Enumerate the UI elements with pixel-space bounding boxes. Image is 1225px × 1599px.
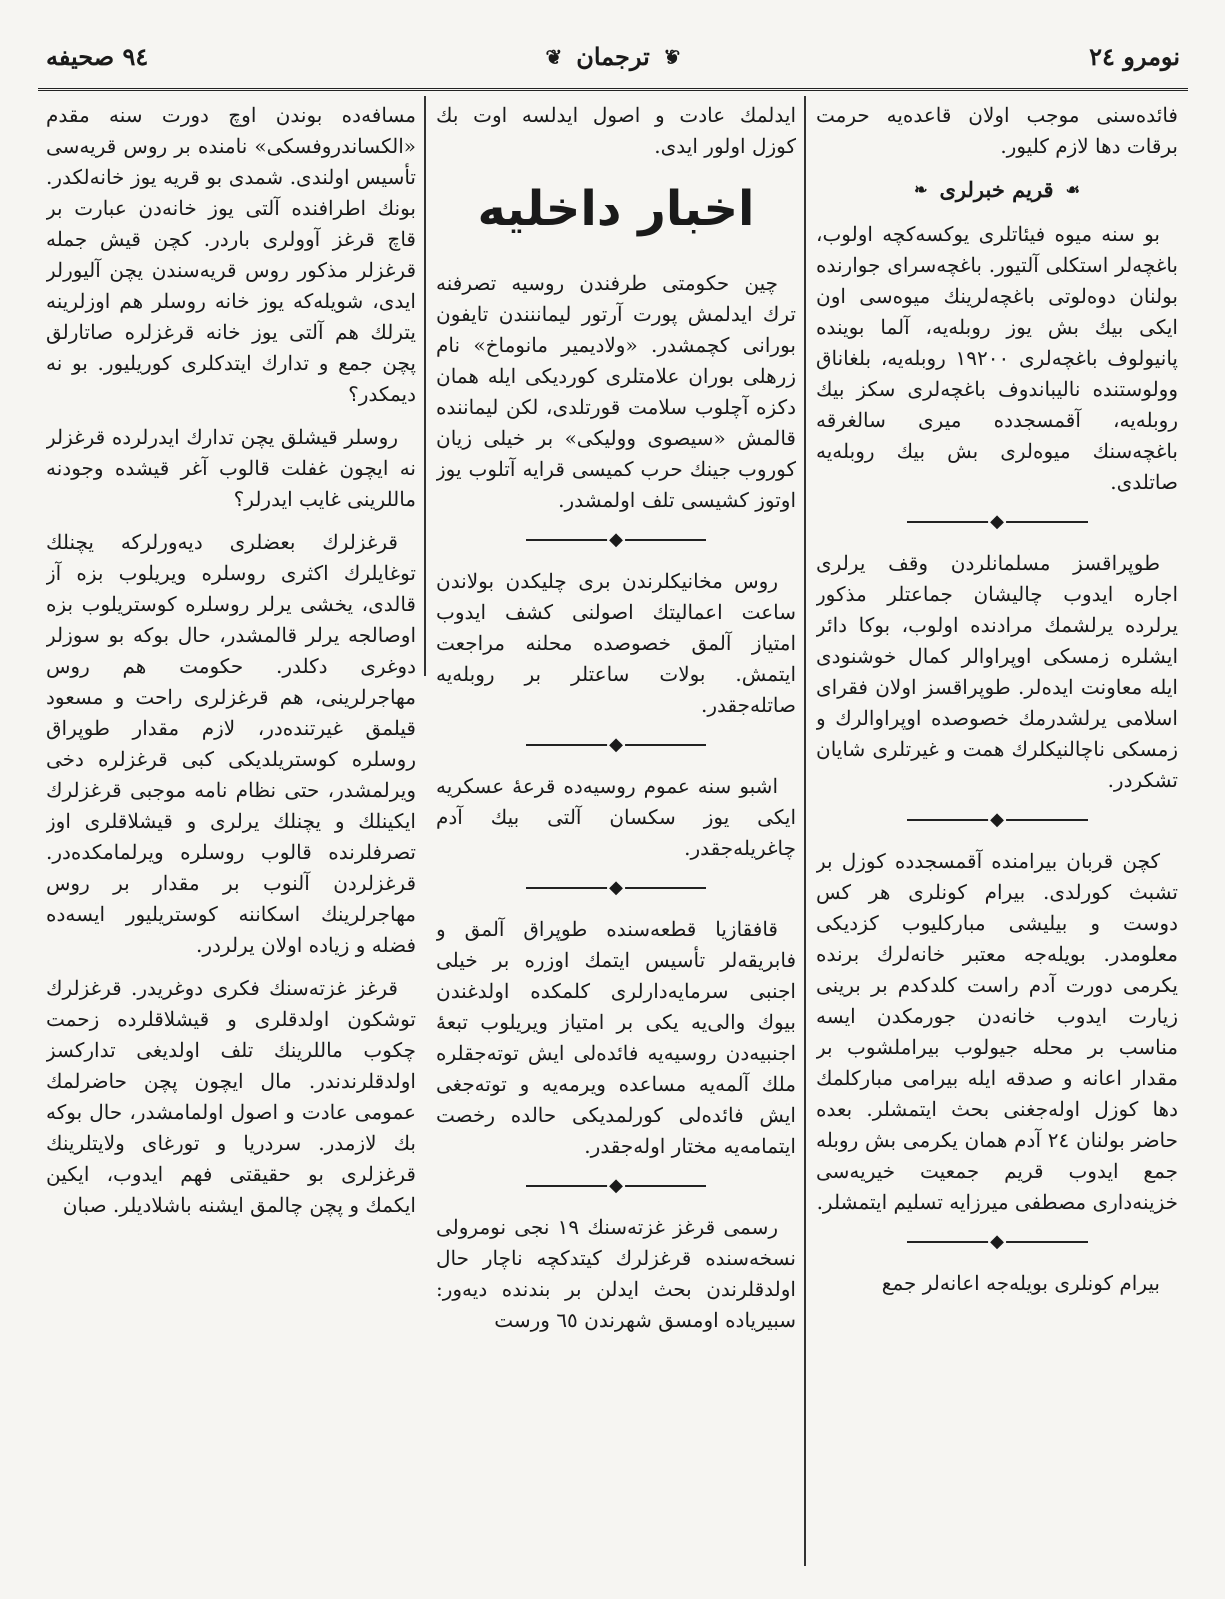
newspaper-title-text: ترجمان — [576, 42, 650, 71]
column-left — [46, 100, 416, 1550]
ornament-icon: ❦ — [545, 44, 563, 69]
ornament-icon: ❦ — [663, 44, 681, 69]
paragraph: طوپراقسز مسلمانلردن وقف يرلرى اجاره ايدوب چاليشان جماعتلر مذكور يرلرده يرلشمك مرادنده اولوب، بوكا دائر ايشلره زمسكى اوپراوالر كمال خوشنودى ايله معاونت ايده‌لر. طوپراقسز اولان فقراى اسلامى يرلشدرمك خصوصده اوپراوالرك و زمسكى ناچالنيكلرك همت و غيرتلرى شايان تشكردر. — [816, 551, 1178, 792]
paragraph: قرغز غزته‌سنك فكرى دوغريدر. قرغزلرك توشكون اولدقلرى و قيشلاقلرده زحمت چكوب ماللرينك تلف اولديغى تداركسز اولدقلرندندر. مال ايچون پچن حاضرلمك عمومى عادت و اصول اولمامشدر، حال بوكه بك لازمدر. سردريا و تورغاى ولايتلرينك قرغزلرى بو حقيقتى فهم ايدوب، ايكين ايكمك و پچن چالمق ايشنه باشلاديلر. صبان — [46, 976, 416, 1217]
paragraph: بو سنه ميوه فيئاتلرى يوكسه‌كچه اولوب، باغچه‌لر استكلى آلتيور. باغچه‌سراى جوارنده بولنان دوه‌لوتى باغچه‌لرينك ميوه‌سى اون ايكى بيك بش يوز روبله‌يه، آلما بوينده پانيولوف باغچه‌لرى ١٩٢٠٠ روبله‌يه، بلغاناق وولوستنده ناليباندوف باغچه‌لرى سكز بيك روبله‌يه، آقمسجدده ميرى سالغرقه باغچه‌سنك ميوه‌لرى بش بيك روبله‌يه صاتلدى. — [816, 222, 1178, 494]
paragraph: چين حكومتى طرفندن روسيه تصرفنه ترك ايدلمش پورت آرتور ليماننندن تايفون بورانى كچمشدر. «ولاديمير مانوماخ» نام زرهلى بوران علامتلرى كورديكى ايله همان دكزه آچلوب سلامت قورتلدى، لكن ليماننده قالمش «سيصوى ووليكى» بر خيلى زيان كوروب جينك حرب كميسى قرايه آتلوب يوز اوتوز كشيسى تلف اولمشدر. — [436, 271, 796, 512]
diamond-icon: ◆ — [609, 877, 623, 898]
paragraph: ايدلمك عادت و اصول ايدلسه اوت بك كوزل اولور ايدى. — [436, 103, 796, 158]
column-rule — [804, 96, 806, 1566]
section-divider — [436, 1174, 796, 1198]
newspaper-page — [38, 38, 1188, 1558]
paragraph: روس مخانيكلرندن برى چليكدن بولاندن ساعت اعماليتك اصولنى كشف ايدوب امتياز آلمق خصوصده محلنه مراجعت ايتمش. بولات ساعتلر بر روبله‌يه صاتله‌جقدر. — [436, 569, 796, 717]
section-divider — [436, 876, 796, 900]
column-rule — [424, 96, 426, 676]
section-heading-text: قريم خبرلرى — [939, 177, 1054, 202]
page-number: ٩٤ صحيفه — [46, 42, 149, 71]
section-divider — [436, 733, 796, 757]
section-divider — [816, 808, 1178, 832]
paragraph: كچن قربان بيرامنده آقمسجدده كوزل بر تشبث كورلدى. بيرام كونلرى هر كس دوست و بيليشى مباركليوب كزديكى معلومدر. بويله‌جه معتبر خانه‌لرك برنده يكرمى دورت آدم راست كلدكدم بر برينى زيارت ايدوب خانه‌دن جورمكدن ايسه مناسب بر محله جيولوب بيراملشوب بر مقدار اعانه و صدقه ايله بيرامى مباركلمك دها كوزل اوله‌جغنى بحث ايتمشلر. بعده حاضر بولنان ٢٤ آدم همان يكرمى بش روبله جمع ايدوب قريم جمعيت خيريه‌سى خزينه‌دارى مصطفى ميرزايه تسليم ايتمشلر. — [816, 849, 1178, 1214]
diamond-icon: ◆ — [609, 1175, 623, 1196]
issue-number: نومرو ٢٤ — [1089, 42, 1180, 71]
paragraph: قافقازيا قطعه‌سنده طوپراق آلمق و فابريقه‌لر تأسيس ايتمك اوزره بر خيلى اجنبى سرمايه‌دارلرى كلمكده اولدغندن بيوك والى‌يه يكى بر امتياز ويريلوب تبعهٔ اجنبيه‌دن روسيه‌يه فائده‌لى ايش توته‌جقلره ملك آلمه‌يه مساعده ويرمه‌يه و توته‌جغى ايش فائده‌لى كورلمديكى حالده رخصت ايتمامه‌يه مختار اوله‌جقدر. — [436, 917, 796, 1158]
section-divider — [436, 528, 796, 552]
paragraph: فائده‌سنى موجب اولان قاعده‌يه حرمت برقات دها لازم كليور. — [816, 103, 1178, 158]
paragraph: اشبو سنه عموم روسيه‌ده قرعهٔ عسكريه ايكى يوز سكسان آلتى بيك آدم چاغريله‌جقدر. — [436, 774, 796, 860]
diamond-icon: ◆ — [990, 1231, 1004, 1252]
section-title-domestic-news: اخبار داخليه — [477, 181, 755, 237]
ornament-icon: ❧ — [914, 180, 928, 199]
paragraph: قرغزلرك بعضلرى ديه‌ورلركه يچنلك توغايلرك اكثرى روسلره ويريلوب بزه آز قالدى، يخشى يرلر روسلره كوستريلوب بزه اوصالجه يرلر قالمشدر، حال بوكه بو سوزلر دوغرى دكلدر. حكومت هم روس مهاجرلرينى، هم قرغزلرى راحت و مسعود قيلمق غيرتنده‌در، لازم مقدار طوپراق روسلره كوستريلديكى كبى قرغزلره دخى ويرلمشدر، حتى نظام نامه موجبى قرغزلرك ايكينلك و يچنلك يرلرى و قيشلاقلرى اوز تصرفلرنده قالوب روسلره ويرلمامكده‌در. قرغزلردن آلنوب بر مقدار بر روس مهاجرلرينك اسكاننه كوستريليور ايسه‌ده فضله و زياده اولان يرلردر. — [46, 530, 416, 957]
diamond-icon: ◆ — [990, 809, 1004, 830]
paragraph: بيرام كونلرى بويله‌جه اعانه‌لر جمع — [881, 1271, 1160, 1295]
paragraph: روسلر قيشلق يچن تدارك ايدرلرده قرغزلر نه ايچون غفلت قالوب آغر قيشده وجودنه ماللرينى غايب ايدرلر؟ — [46, 425, 416, 511]
diamond-icon: ◆ — [609, 529, 623, 550]
diamond-icon: ◆ — [990, 511, 1004, 532]
paragraph: رسمى قرغز غزته‌سنك ١٩ نجى نومرولى نسخه‌سنده قرغزلرك كيتدكچه ناچار حال اولدقلرندن بحث ايدلن بر بندنده ديه‌ور: سبيرياده اومسق شهرندن ٦٥ ورست — [436, 1215, 796, 1332]
page-header — [38, 38, 1188, 91]
paragraph: مسافه‌ده بوندن اوچ دورت سنه مقدم «الكساندروفسكى» نامنده بر روس قريه‌سى تأسيس اولندى. شمدى بو قريه يوز خانه‌لكدر. بونك اطرافنده آلتى يوز خانه‌دن عبارت بر قاچ قرغز آوولرى باردر. كچن قيش جمله قرغزلر مذكور روس قريه‌سندن يچن آليورلر ايدى، شويله‌كه يوز خانه روسلر هم اوزلرينه يترلك هم آلتى يوز خانه قرغزلره صاتارلق پچن جمع و تدارك ايتدكلرى كوريليور. بو نه ديمكدر؟ — [46, 103, 416, 406]
column-middle — [436, 100, 796, 1550]
ornament-icon: ☙ — [1065, 180, 1080, 199]
section-heading — [816, 174, 1178, 205]
section-divider — [816, 510, 1178, 534]
diamond-icon: ◆ — [609, 734, 623, 755]
newspaper-title — [545, 42, 680, 71]
section-divider — [816, 1230, 1178, 1254]
column-right — [816, 100, 1178, 1550]
